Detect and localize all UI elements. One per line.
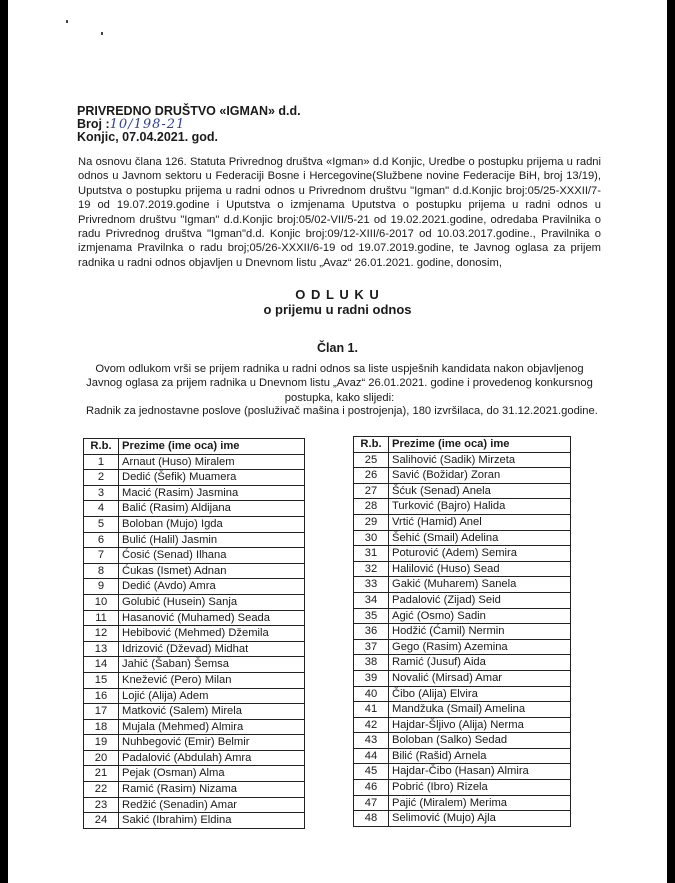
- employee-name: Šehić (Smail) Adelina: [389, 530, 571, 546]
- row-number: 4: [84, 501, 119, 517]
- table-row: [354, 764, 571, 780]
- employee-name: Jahić (Šaban) Šemsa: [119, 657, 305, 673]
- scan-speck: [101, 32, 103, 35]
- employee-name: Salihović (Sadik) Mirzeta: [389, 452, 571, 468]
- employee-name: Arnaut (Huso) Miralem: [119, 454, 305, 470]
- employee-name: Hasanović (Muhamed) Seada: [119, 610, 305, 626]
- row-number: 7: [84, 548, 119, 564]
- row-number: 17: [84, 704, 119, 720]
- employee-name: Bilić (Rašid) Arnela: [389, 748, 571, 764]
- position-line: Radnik za jednostavne poslove (posluživač mašina i postrojenja), 180 izvršilaca, do 31.12.2021.godine.: [86, 405, 598, 417]
- table-row: [84, 501, 305, 517]
- table-row: [84, 719, 305, 735]
- row-number: 40: [354, 686, 389, 702]
- row-number: 35: [354, 608, 389, 624]
- scan-speck: [66, 20, 68, 23]
- row-number: 1: [84, 454, 119, 470]
- table-row: [84, 672, 305, 688]
- row-number: 13: [84, 641, 119, 657]
- employee-name: Golubić (Husein) Sanja: [119, 594, 305, 610]
- decision-subtitle: o prijemu u radni odnos: [263, 302, 412, 317]
- table-row: [354, 546, 571, 562]
- broj-label: Broj :: [77, 117, 110, 131]
- row-number: 27: [354, 483, 389, 499]
- row-number: 11: [84, 610, 119, 626]
- employee-name: Balić (Rasim) Aldijana: [119, 501, 305, 517]
- table-row: [354, 795, 571, 811]
- table-row: [84, 797, 305, 813]
- employee-name: Pajić (Miralem) Merima: [389, 795, 571, 811]
- table-row: [84, 470, 305, 486]
- table-row: [84, 626, 305, 642]
- employee-name: Ćosić (Senad) Ilhana: [119, 548, 305, 564]
- employee-name: Pobrić (Ibro) Rizela: [389, 780, 571, 796]
- table-row: [84, 563, 305, 579]
- employee-name: Padalović (Zijad) Seid: [389, 592, 571, 608]
- employee-name: Boloban (Mujo) Igda: [119, 516, 305, 532]
- table-row: [354, 702, 571, 718]
- table-row: [354, 655, 571, 671]
- row-number: 47: [354, 795, 389, 811]
- table-row: [354, 561, 571, 577]
- employee-name: Redžić (Senadin) Amar: [119, 797, 305, 813]
- row-number: 24: [84, 813, 119, 829]
- row-number: 32: [354, 561, 389, 577]
- table-row: [84, 594, 305, 610]
- table-row: [354, 733, 571, 749]
- row-number: 22: [84, 782, 119, 798]
- broj-handwritten-value: 10/198-21: [109, 117, 186, 132]
- table-row: [84, 454, 305, 470]
- employee-name: Agić (Osmo) Sadin: [389, 608, 571, 624]
- row-number: 8: [84, 563, 119, 579]
- table-row: [354, 780, 571, 796]
- article-heading: Član 1.: [317, 341, 358, 355]
- table-row: [84, 688, 305, 704]
- row-number: 19: [84, 735, 119, 751]
- company-name: PRIVREDNO DRUŠTVO «IGMAN» d.d.: [77, 104, 301, 118]
- row-number: 18: [84, 719, 119, 735]
- employee-name: Čibo (Alija) Elvira: [389, 686, 571, 702]
- employee-name: Gakić (Muharem) Sanela: [389, 577, 571, 593]
- employee-name: Savić (Božidar) Zoran: [389, 468, 571, 484]
- table-row: [354, 530, 571, 546]
- row-number: 42: [354, 717, 389, 733]
- employee-name: Mandžuka (Smail) Amelina: [389, 702, 571, 718]
- employee-name: Ramić (Rasim) Nizama: [119, 782, 305, 798]
- row-number: 31: [354, 546, 389, 562]
- employees-table-right: [353, 436, 571, 827]
- row-number: 43: [354, 733, 389, 749]
- table-row: [84, 657, 305, 673]
- col-header-number: R.b.: [354, 437, 389, 453]
- row-number: 2: [84, 470, 119, 486]
- employee-name: Hajdar-Šljivo (Alija) Nerma: [389, 717, 571, 733]
- row-number: 10: [84, 594, 119, 610]
- employee-name: Mujala (Mehmed) Almira: [119, 719, 305, 735]
- table-row: [354, 452, 571, 468]
- employee-name: Hodžić (Ćamil) Nermin: [389, 624, 571, 640]
- row-number: 14: [84, 657, 119, 673]
- row-number: 48: [354, 811, 389, 827]
- row-number: 39: [354, 670, 389, 686]
- row-number: 26: [354, 468, 389, 484]
- employee-name: Turković (Bajro) Halida: [389, 499, 571, 515]
- table-row: [354, 670, 571, 686]
- document-page: [8, 0, 667, 883]
- employee-name: Šćuk (Senad) Anela: [389, 483, 571, 499]
- employee-name: Ramić (Jusuf) Aida: [389, 655, 571, 671]
- table-row: [354, 483, 571, 499]
- table-row: [354, 514, 571, 530]
- employee-name: Dedić (Avdo) Amra: [119, 579, 305, 595]
- table-row: [84, 548, 305, 564]
- employee-name: Matković (Salem) Mirela: [119, 704, 305, 720]
- table-row: [354, 624, 571, 640]
- table-row: [354, 748, 571, 764]
- table-row: [354, 639, 571, 655]
- row-number: 30: [354, 530, 389, 546]
- employee-name: Poturović (Adem) Semira: [389, 546, 571, 562]
- employee-name: Gego (Rasim) Azemina: [389, 639, 571, 655]
- table-row: [354, 717, 571, 733]
- table-row: [354, 577, 571, 593]
- article-text: Ovom odlukom vrši se prijem radnika u radni odnos sa liste uspješnih kandidata nakon objavljenog Javnog oglasa za prijem radnika u Dnevnom listu „Avaz“ 26.01.2021. godine i provedenog konkursnog postupka, kako slijedi:: [86, 363, 593, 404]
- table-row: [84, 610, 305, 626]
- row-number: 37: [354, 639, 389, 655]
- row-number: 46: [354, 780, 389, 796]
- table-row: [84, 750, 305, 766]
- table-row: [354, 686, 571, 702]
- table-row: [84, 485, 305, 501]
- employee-name: Idrizović (Dževad) Midhat: [119, 641, 305, 657]
- employee-name: Lojić (Alija) Adem: [119, 688, 305, 704]
- table-row: [84, 813, 305, 829]
- employee-name: Hajdar-Čibo (Hasan) Almira: [389, 764, 571, 780]
- row-number: 41: [354, 702, 389, 718]
- employees-table-left: [83, 438, 305, 829]
- table-row: [354, 468, 571, 484]
- table-row: [84, 735, 305, 751]
- table-row: [84, 766, 305, 782]
- table-row: [84, 516, 305, 532]
- employee-name: Bulić (Halil) Jasmin: [119, 532, 305, 548]
- row-number: 28: [354, 499, 389, 515]
- employee-name: Pejak (Osman) Alma: [119, 766, 305, 782]
- row-number: 23: [84, 797, 119, 813]
- col-header-number: R.b.: [84, 439, 119, 455]
- row-number: 33: [354, 577, 389, 593]
- row-number: 15: [84, 672, 119, 688]
- employee-name: Ćukas (Ismet) Adnan: [119, 563, 305, 579]
- row-number: 45: [354, 764, 389, 780]
- row-number: 16: [84, 688, 119, 704]
- table-row: [354, 608, 571, 624]
- employee-name: Dedić (Šefik) Muamera: [119, 470, 305, 486]
- employee-name: Nuhbegović (Emir) Belmir: [119, 735, 305, 751]
- row-number: 9: [84, 579, 119, 595]
- row-number: 36: [354, 624, 389, 640]
- date-line: Konjic, 07.04.2021. god.: [77, 130, 219, 144]
- table-row: [354, 592, 571, 608]
- row-number: 21: [84, 766, 119, 782]
- employee-name: Padalović (Abdulah) Amra: [119, 750, 305, 766]
- employee-name: Knežević (Pero) Milan: [119, 672, 305, 688]
- employee-name: Boloban (Salko) Sedad: [389, 733, 571, 749]
- employee-name: Selimović (Mujo) Ajla: [389, 811, 571, 827]
- decision-title: O D L U K U: [295, 287, 380, 302]
- table-row: [84, 641, 305, 657]
- row-number: 34: [354, 592, 389, 608]
- table-row: [84, 532, 305, 548]
- employee-name: Sakić (Ibrahim) Eldina: [119, 813, 305, 829]
- preamble-paragraph: Na osnovu člana 126. Statuta Privrednog društva «Igman» d.d Konjic, Uredbe o postupku prijema u radni odnos u Javnom sektoru u Federaciji Bosne i Hercegovine(Službene novine Federacije BiH, broj 13/19), Uputstva o postupku prijema u radni odnos u Privrednom društvu "Igman" d.d.Konjic broj:05/25-XXXII/7-19 od 19.07.2019.godine i Uputstva o izmjenama Uputstva o postupku prijema u radni odnos u Privrednom društvu "Igman" d.d.Konjic broj:05/02-VII/5-21 od 19.02.2021.godine, odredaba Pravilnika o radu Privrednog društva "Igman"d.d. Konjic broj:09/12-XIII/6-2017 od 10.03.2017.godine., Pravilnika o izmjenama Pravilnka o radu broj;05/26-XXXII/6-19 od 19.07.2019.godine, te Javnog oglasa za prijem radnika u radni odnos objavljen u Dnevnom listu „Avaz“ 26.01.2021. godine, donosim,: [78, 156, 601, 269]
- employee-name: Novalić (Mirsad) Amar: [389, 670, 571, 686]
- table-row: [354, 499, 571, 515]
- table-row: [84, 782, 305, 798]
- row-number: 5: [84, 516, 119, 532]
- col-header-name: Prezime (ime oca) ime: [389, 437, 571, 453]
- row-number: 38: [354, 655, 389, 671]
- row-number: 12: [84, 626, 119, 642]
- table-row: [84, 704, 305, 720]
- employee-name: Hebibović (Mehmed) Džemila: [119, 626, 305, 642]
- table-row: [84, 579, 305, 595]
- employee-name: Halilović (Huso) Sead: [389, 561, 571, 577]
- row-number: 3: [84, 485, 119, 501]
- row-number: 25: [354, 452, 389, 468]
- employee-name: Macić (Rasim) Jasmina: [119, 485, 305, 501]
- row-number: 29: [354, 514, 389, 530]
- employee-name: Vrtić (Hamid) Anel: [389, 514, 571, 530]
- table-header-row: [84, 439, 305, 455]
- row-number: 6: [84, 532, 119, 548]
- col-header-name: Prezime (ime oca) ime: [119, 439, 305, 455]
- row-number: 44: [354, 748, 389, 764]
- table-header-row: [354, 437, 571, 453]
- row-number: 20: [84, 750, 119, 766]
- table-row: [354, 811, 571, 827]
